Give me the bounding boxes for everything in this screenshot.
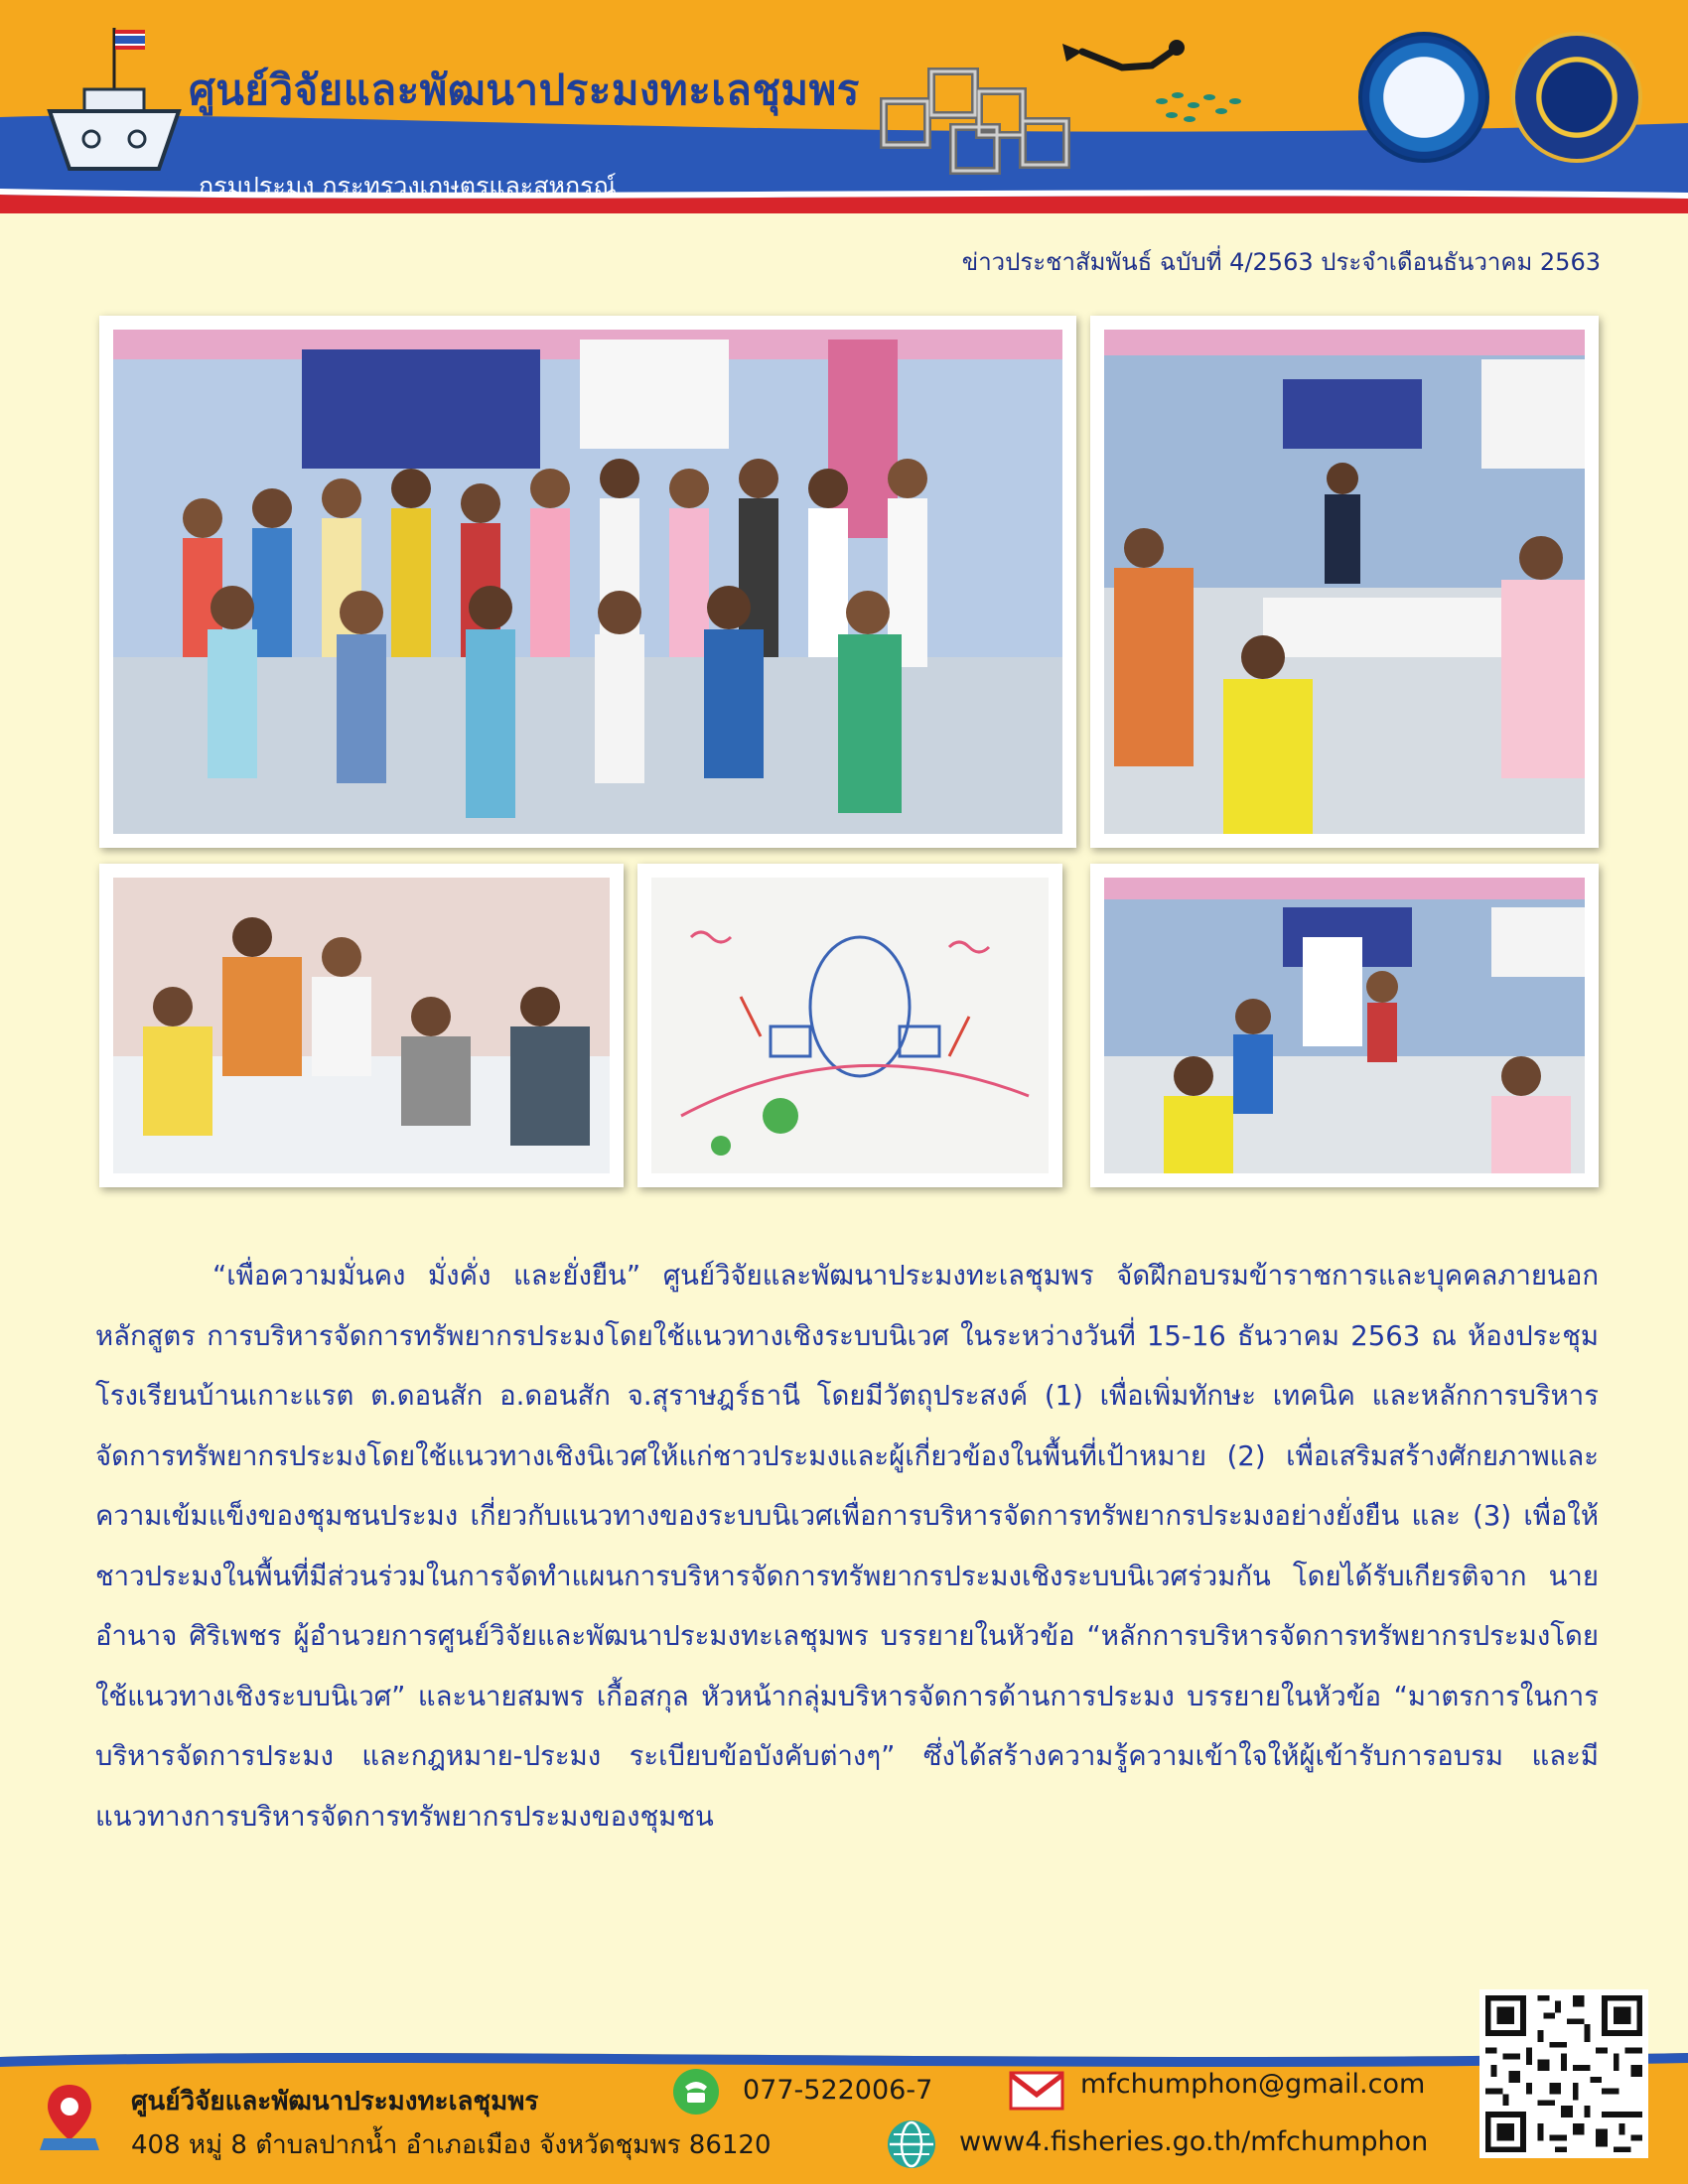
research-center-seal-icon bbox=[1358, 32, 1489, 163]
workshop-photo bbox=[99, 864, 624, 1187]
group-photo bbox=[99, 316, 1076, 848]
footer-address: 408 หมู่ 8 ตำบลปากน้ำ อำเภอเมือง จังหวัดชุมพร 86120 bbox=[131, 2130, 772, 2160]
qr-code-icon[interactable] bbox=[1479, 1989, 1648, 2158]
issue-line: ข่าวประชาสัมพันธ์ ฉบับที่ 4/2563 ประจำเดือนธันวาคม 2563 bbox=[961, 248, 1601, 276]
ship-icon bbox=[40, 20, 189, 189]
department-subtitle: กรมประมง กระทรวงเกษตรและสหกรณ์ bbox=[199, 172, 617, 201]
location-pin-icon bbox=[40, 2081, 99, 2152]
presentation-photo bbox=[1090, 864, 1599, 1187]
artificial-reef-icon bbox=[874, 52, 1082, 181]
diver-icon bbox=[1053, 22, 1251, 131]
mail-icon bbox=[1009, 2069, 1064, 2113]
department-of-fisheries-seal-icon bbox=[1511, 32, 1642, 163]
ecosystem-map-drawing-photo bbox=[637, 864, 1062, 1187]
phone-icon bbox=[671, 2067, 721, 2116]
footer-org-name: ศูนย์วิจัยและพัฒนาประมงทะเลชุมพร bbox=[131, 2087, 539, 2116]
lecture-photo bbox=[1090, 316, 1599, 848]
news-body bbox=[95, 1246, 1599, 1846]
globe-icon bbox=[886, 2118, 937, 2170]
footer-website[interactable]: www4.fisheries.go.th/mfchumphon bbox=[959, 2126, 1429, 2157]
footer-phone[interactable]: 077-522006-7 bbox=[743, 2075, 933, 2106]
footer-email[interactable]: mfchumphon@gmail.com bbox=[1080, 2069, 1426, 2100]
org-title: ศูนย์วิจัยและพัฒนาประมงทะเลชุมพร bbox=[189, 66, 860, 114]
news-body-text: “เพื่อความมั่นคง มั่งคั่ง และยั่งยืน” ศูนย์วิจัยและพัฒนาประมงทะเลชุมพร จัดฝึกอบรมข้าราชการและบุคคลภายนอก หลักสูตร การบริหารจัดการทรัพยากรประมงโดยใช้แนวทางเชิงระบบนิเวศ ในระหว่างวันที่ 15-16 ธันวาคม 2563 ณ ห้องประชุมโรงเรียนบ้านเกาะแรต ต.ดอนสัก อ.ดอนสัก จ.สุราษฎร์ธานี โดยมีวัตถุประสงค์ (1) เพื่อเพิ่มทักษะ เทคนิค และหลักการบริหารจัดการทรัพยากรประมงโดยใช้แนวทางเชิงนิเวศให้แก่ชาวประมงและผู้เกี่ยวข้องในพื้นที่เป้าหมาย (2) เพื่อเสริมสร้างศักยภาพและความเข้มแข็งของชุมชนประมง เกี่ยวกับแนวทางของระบบนิเวศเพื่อการบริหารจัดการทรัพยากรประมงอย่างยั่งยืน และ (3) เพื่อให้ชาวประมงในพื้นที่มีส่วนร่วมในการจัดทำแผนการบริหารจัดการทรัพยากรประมงเชิงระบบนิเวศร่วมกัน โดยได้รับเกียรติจาก นายอำนาจ ศิริเพชร ผู้อำนวยการศูนย์วิจัยและพัฒนาประมงทะเลชุมพร บรรยายในหัวข้อ “หลักการบริหารจัดการทรัพยากรประมงโดยใช้แนวทางเชิงระบบนิเวศ” และนายสมพร เกื้อสกุล หัวหน้ากลุ่มบริหารจัดการด้านการประมง บรรยายในหัวข้อ “มาตรการในการบริหารจัดการประมง และกฎหมาย-ประมง ระเบียบข้อบังคับต่างๆ” ซึ่งได้สร้างความรู้ความเข้าใจให้ผู้เข้ารับการอบรม และมีแนวทางการบริหารจัดการทรัพยากรประมงของชุมชน bbox=[95, 1260, 1599, 1833]
